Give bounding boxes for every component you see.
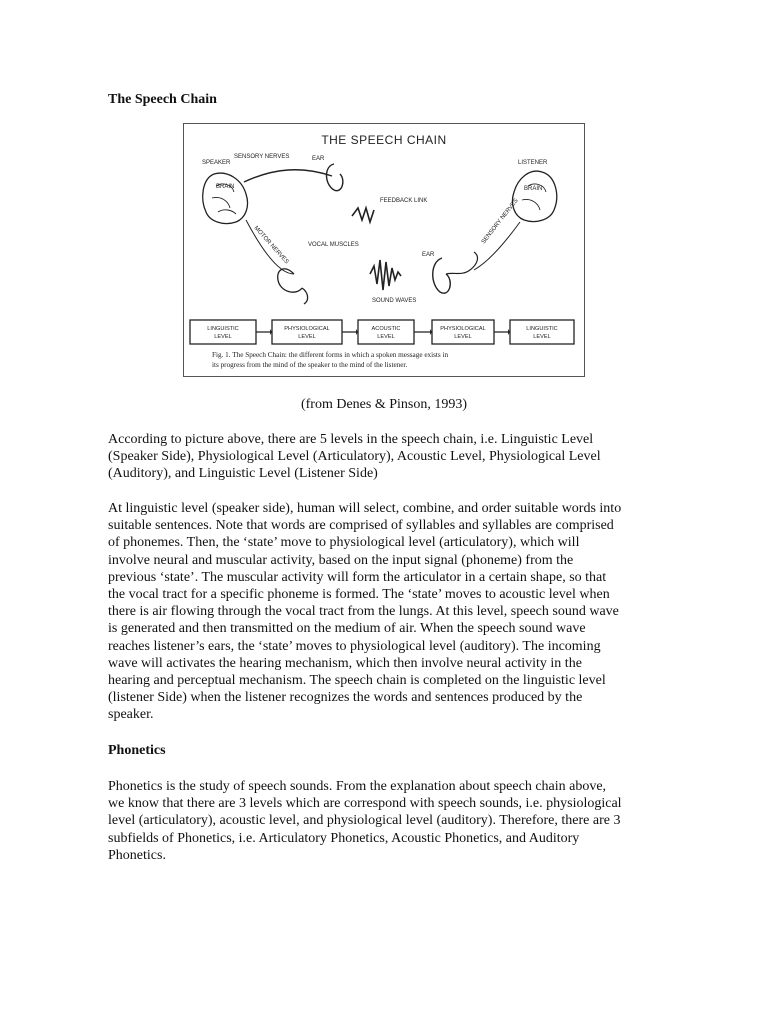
figure-title: THE SPEECH CHAIN xyxy=(321,133,447,147)
level-boxes xyxy=(190,320,574,344)
figure-caption-line1: Fig. 1. The Speech Chain: the different forms in which a spoken message exists in xyxy=(212,351,449,359)
speaker-head-illustration xyxy=(203,173,308,304)
paragraph-levels-summary: According to picture above, there are 5 levels in the speech chain, i.e. Linguistic Level (Speaker Side), Physiological Level (Articulatory), Acoustic Level, Physiological Level (Auditory), and Linguistic Level (Listener Side) xyxy=(108,432,601,482)
figure-caption-line2: its progress from the mind of the speaker to the mind of the listener. xyxy=(212,361,408,369)
label-sensory-nerves-listener: SENSORY NERVES xyxy=(480,197,520,246)
sound-wave-icon xyxy=(370,260,401,290)
speech-chain-figure xyxy=(183,123,585,377)
paragraph-speech-chain-explanation: At linguistic level (speaker side), human will select, combine, and order suitable words into suitable sentences. Note that words are comprised of syllables and syllables are comprised of phonemes. Then, the ‘state’ move to physiological level (articulatory), which will involve neural and muscular activity, based on the input signal (phoneme) from the previous ‘state’. The muscular activity will form the articulator in a certain shape, so that the vocal tract for a specific phoneme is formed. The ‘state’ moves to acoustic level when there is air flowing through the vocal tract from the lungs. At this level, speech sound wave is generated and then transmitted on the medium of air. When the speech sound wave reaches listener’s ears, the ‘state’ moves to physiological level (auditory). The incoming wave will activates the hearing mechanism, which then involve neural activity in the hearing and perceptual mechanism. The speech chain is completed on the linguistic level (listener Side) when the listener recognizes the words and sentences produced by the speaker. xyxy=(108,501,622,723)
figure-source-caption: (from Denes & Pinson, 1993) xyxy=(300,397,468,412)
label-ear-listener: EAR xyxy=(422,252,435,258)
level-5-line1: LINGUISTIC xyxy=(526,326,558,332)
label-brain-speaker: BRAIN xyxy=(216,184,235,190)
figure-labels xyxy=(202,154,548,304)
section-heading-speech-chain: The Speech Chain xyxy=(108,92,217,107)
label-motor-nerves: MOTOR NERVES xyxy=(252,225,290,266)
level-3-line2: LEVEL xyxy=(377,334,395,340)
label-speaker: SPEAKER xyxy=(202,160,231,166)
listener-ear-icon xyxy=(433,258,451,293)
label-sound-waves: SOUND WAVES xyxy=(372,298,417,304)
sensory-nerve-path xyxy=(244,170,332,182)
level-5-line2: LEVEL xyxy=(533,334,551,340)
level-1-line2: LEVEL xyxy=(214,334,232,340)
level-2-line2: LEVEL xyxy=(298,334,316,340)
level-4-line2: LEVEL xyxy=(454,334,472,340)
label-feedback-link: FEEDBACK LINK xyxy=(380,198,428,204)
label-brain-listener: BRAIN xyxy=(524,186,543,192)
listener-head-illustration xyxy=(474,171,557,270)
level-3-line1: ACOUSTIC xyxy=(371,326,401,332)
level-box-labels xyxy=(207,326,557,340)
label-listener: LISTENER xyxy=(518,160,548,166)
speaker-ear-icon xyxy=(327,164,343,191)
level-2-line1: PHYSIOLOGICAL xyxy=(284,326,330,332)
feedback-wave-icon xyxy=(352,208,374,222)
speech-chain-diagram xyxy=(184,124,584,376)
paragraph-phonetics-definition: Phonetics is the study of speech sounds. From the explanation about speech chain above, we know that there are 3 levels which are correspond with speech sounds, i.e. physiological level (articulatory), acoustic level, and physiological level (auditory). Therefore, there are 3 subfields of Phonetics, i.e. Articulatory Phonetics, Acoustic Phonetics, and Auditory Phonetics. xyxy=(108,779,622,863)
label-sensory-nerves: SENSORY NERVES xyxy=(234,154,290,160)
section-heading-phonetics: Phonetics xyxy=(108,743,166,758)
level-4-line1: PHYSIOLOGICAL xyxy=(440,326,486,332)
label-vocal-muscles: VOCAL MUSCLES xyxy=(308,242,359,248)
level-1-line1: LINGUISTIC xyxy=(207,326,239,332)
label-ear-speaker: EAR xyxy=(312,156,325,162)
